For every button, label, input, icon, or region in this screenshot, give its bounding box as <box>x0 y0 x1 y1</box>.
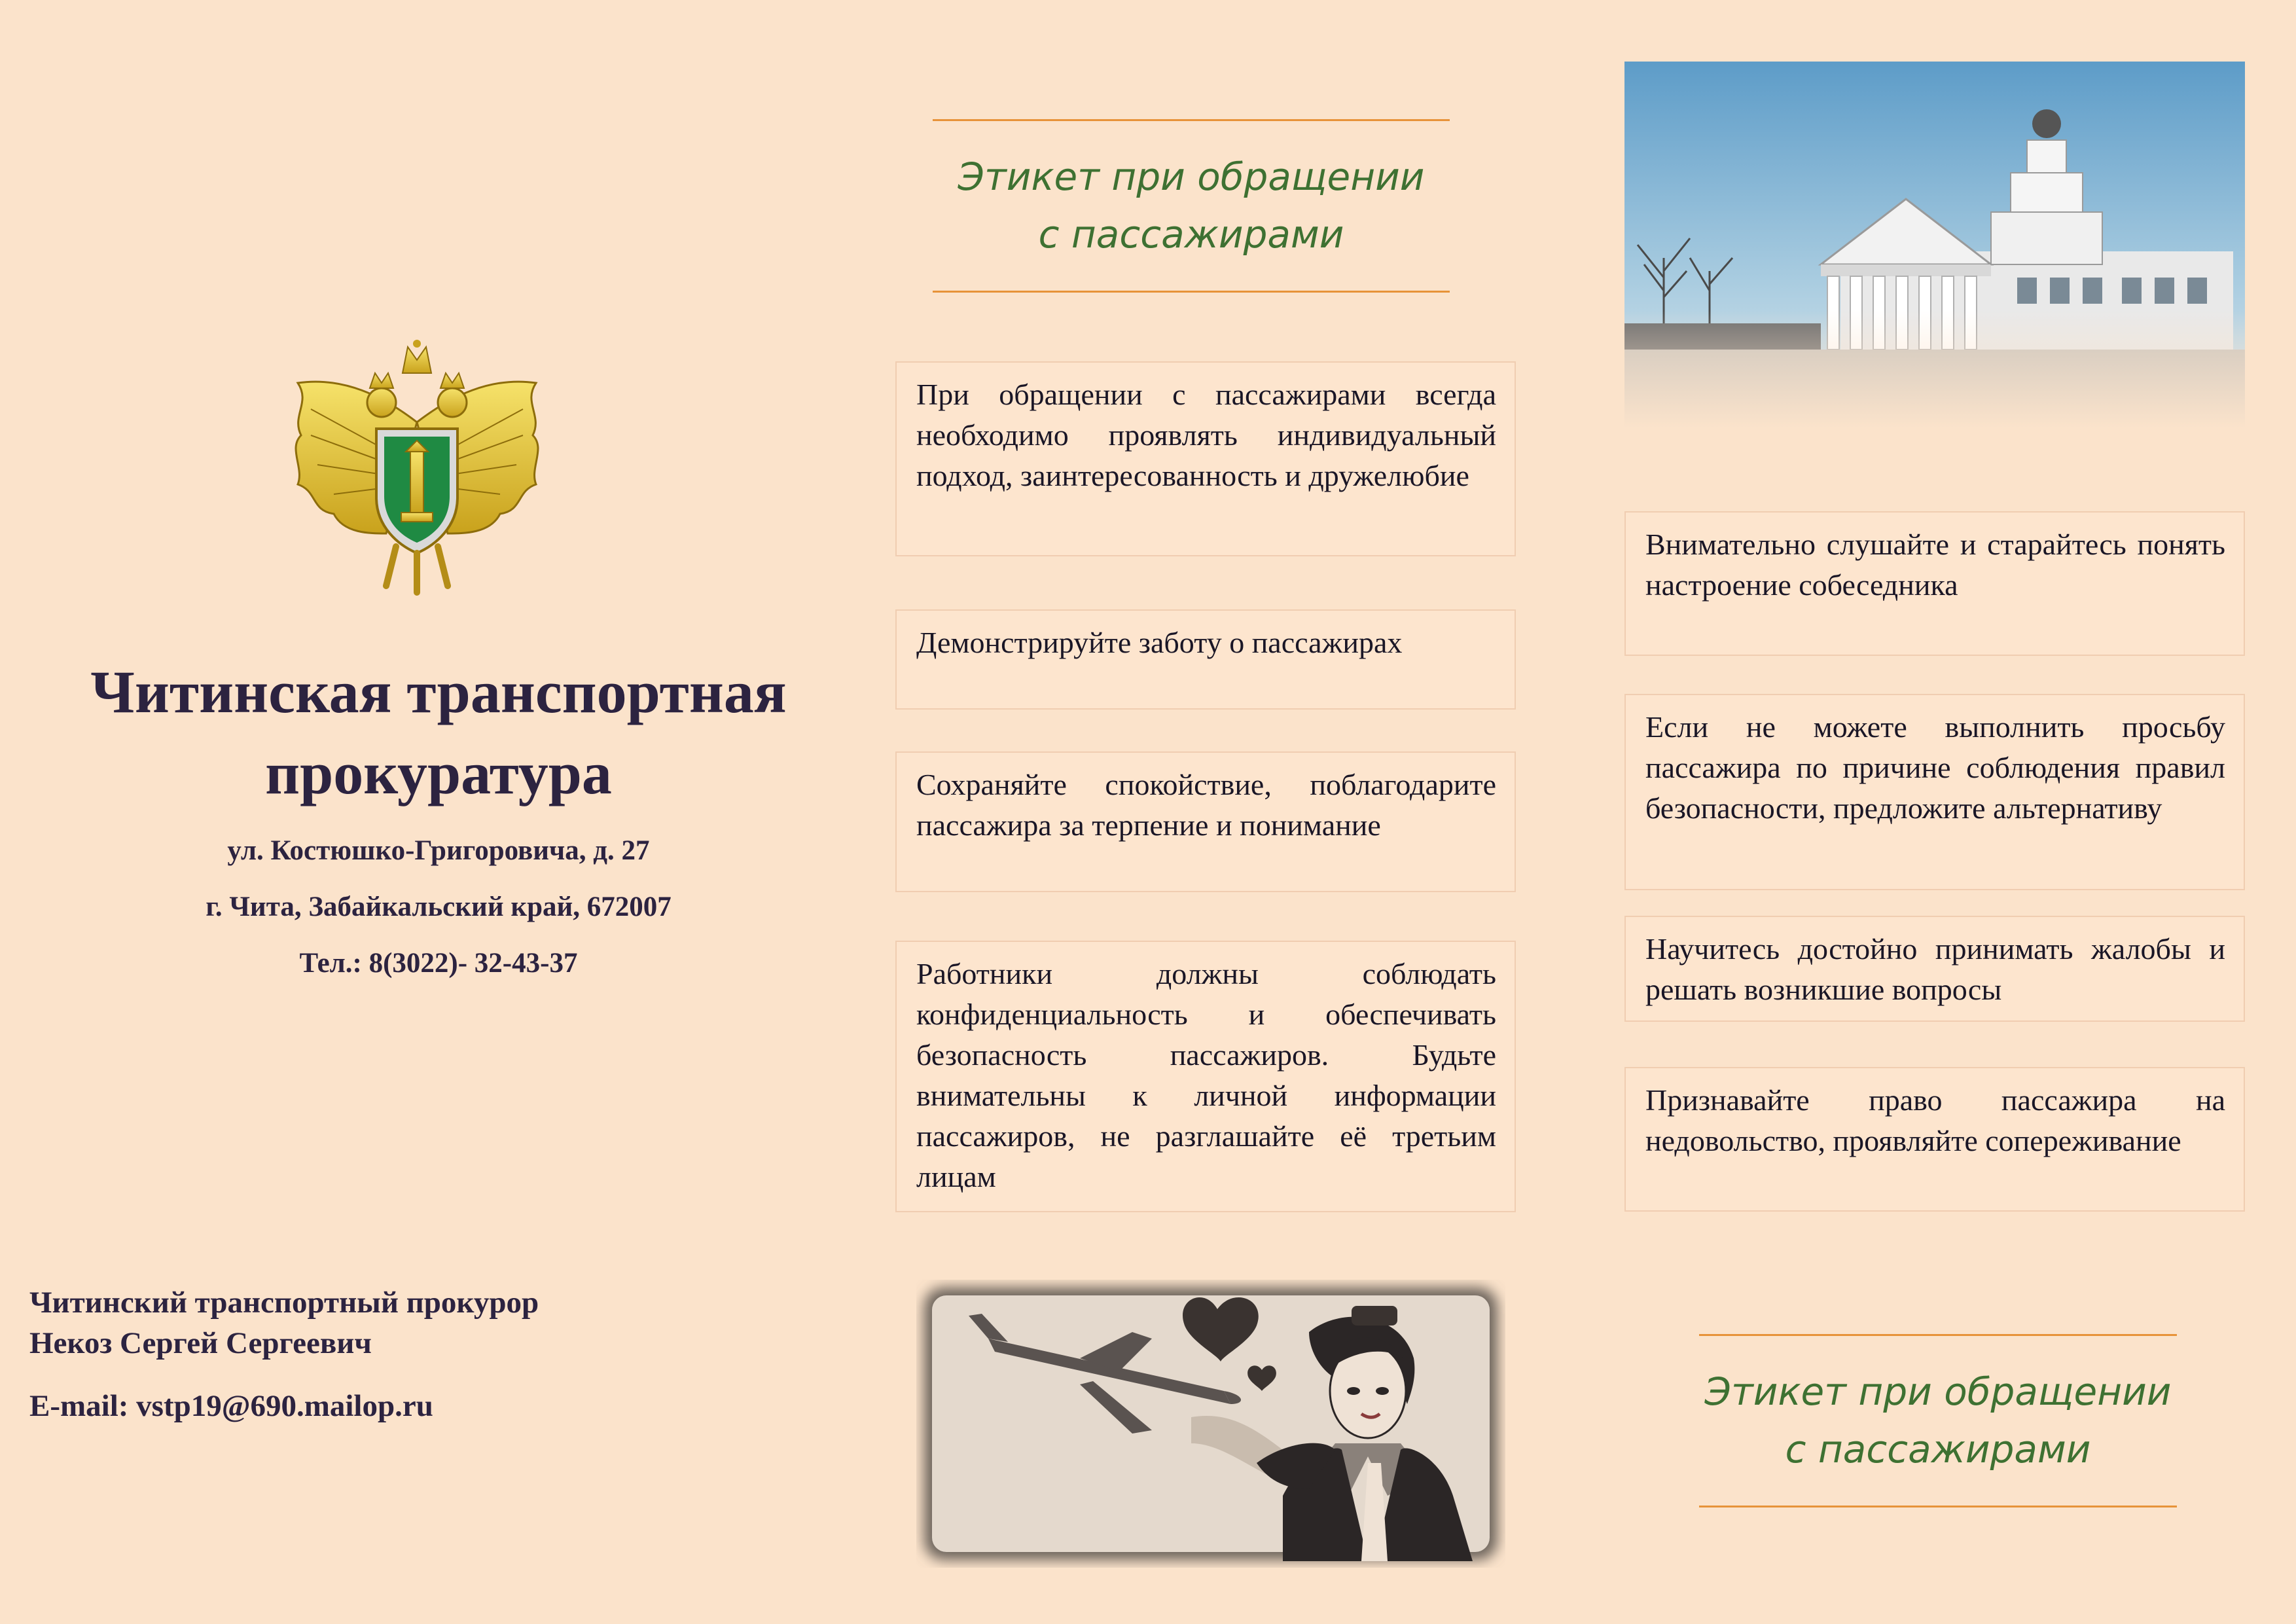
tip-box-complaints: Научитесь достойно принимать жалобы и решать возникшие вопросы <box>1624 916 2245 1022</box>
middle-heading-text <box>933 148 1450 263</box>
heading-rule-top <box>1699 1334 2177 1336</box>
tip-box-alternative: Если не можете выполнить просьбу пассажира по причине соблюдения правил безопасности, предложите альтернативу <box>1624 694 2245 890</box>
tip-box-calm: Сохраняйте спокойствие, поблагодарите пассажира за терпение и понимание <box>895 751 1516 892</box>
tip-box-empathy: Признавайте право пассажира на недовольство, проявляйте сопереживание <box>1624 1067 2245 1212</box>
middle-heading-line1: Этикет при обращении <box>958 154 1425 199</box>
email-address[interactable]: E-mail: vstp19@690.mailop.ru <box>29 1389 433 1423</box>
prosecutor-crest-icon <box>272 337 563 596</box>
railway-station-photo <box>1624 62 2245 428</box>
middle-heading <box>933 119 1450 293</box>
right-heading-line1: Этикет при обращении <box>1704 1369 2172 1414</box>
address-street: ул. Костюшко-Григоровича, д. 27 <box>227 835 650 866</box>
phone-number: Тел.: 8(3022)- 32-43-37 <box>299 948 578 979</box>
prosecutor-name: Некоз Сергей Сергеевич <box>29 1326 372 1360</box>
middle-heading-line2: с пассажирами <box>1038 212 1344 257</box>
tip-box-care: Демонстрируйте заботу о пассажирах <box>895 609 1516 710</box>
organization-title <box>39 651 838 814</box>
heading-rule-top <box>933 119 1450 121</box>
heading-rule-bottom <box>933 291 1450 293</box>
heading-rule-bottom <box>1699 1506 2177 1507</box>
prosecutor-position: Читинский транспортный прокурор <box>29 1286 539 1320</box>
tip-box-listen: Внимательно слушайте и старайтесь понять настроение собеседника <box>1624 511 2245 656</box>
stewardess-illustration-icon <box>916 1280 1505 1568</box>
tip-box-individual-approach: При обращении с пассажирами всегда необходимо проявлять индивидуальный подход, заинтересованность и дружелюбие <box>895 361 1516 556</box>
right-heading-line2: с пассажирами <box>1785 1427 2091 1471</box>
organization-title-line2: прокуратура <box>265 740 612 806</box>
address-city: г. Чита, Забайкальский край, 672007 <box>206 892 672 922</box>
right-heading-text <box>1699 1363 2177 1478</box>
tip-box-confidentiality: Работники должны соблюдать конфиденциальность и обеспечивать безопасность пассажиров. Будьте внимательны к личной информации пассажиров, не разглашайте её третьим лицам <box>895 941 1516 1212</box>
organization-title-line1: Читинская транспортная <box>90 659 787 725</box>
right-heading <box>1699 1334 2177 1507</box>
